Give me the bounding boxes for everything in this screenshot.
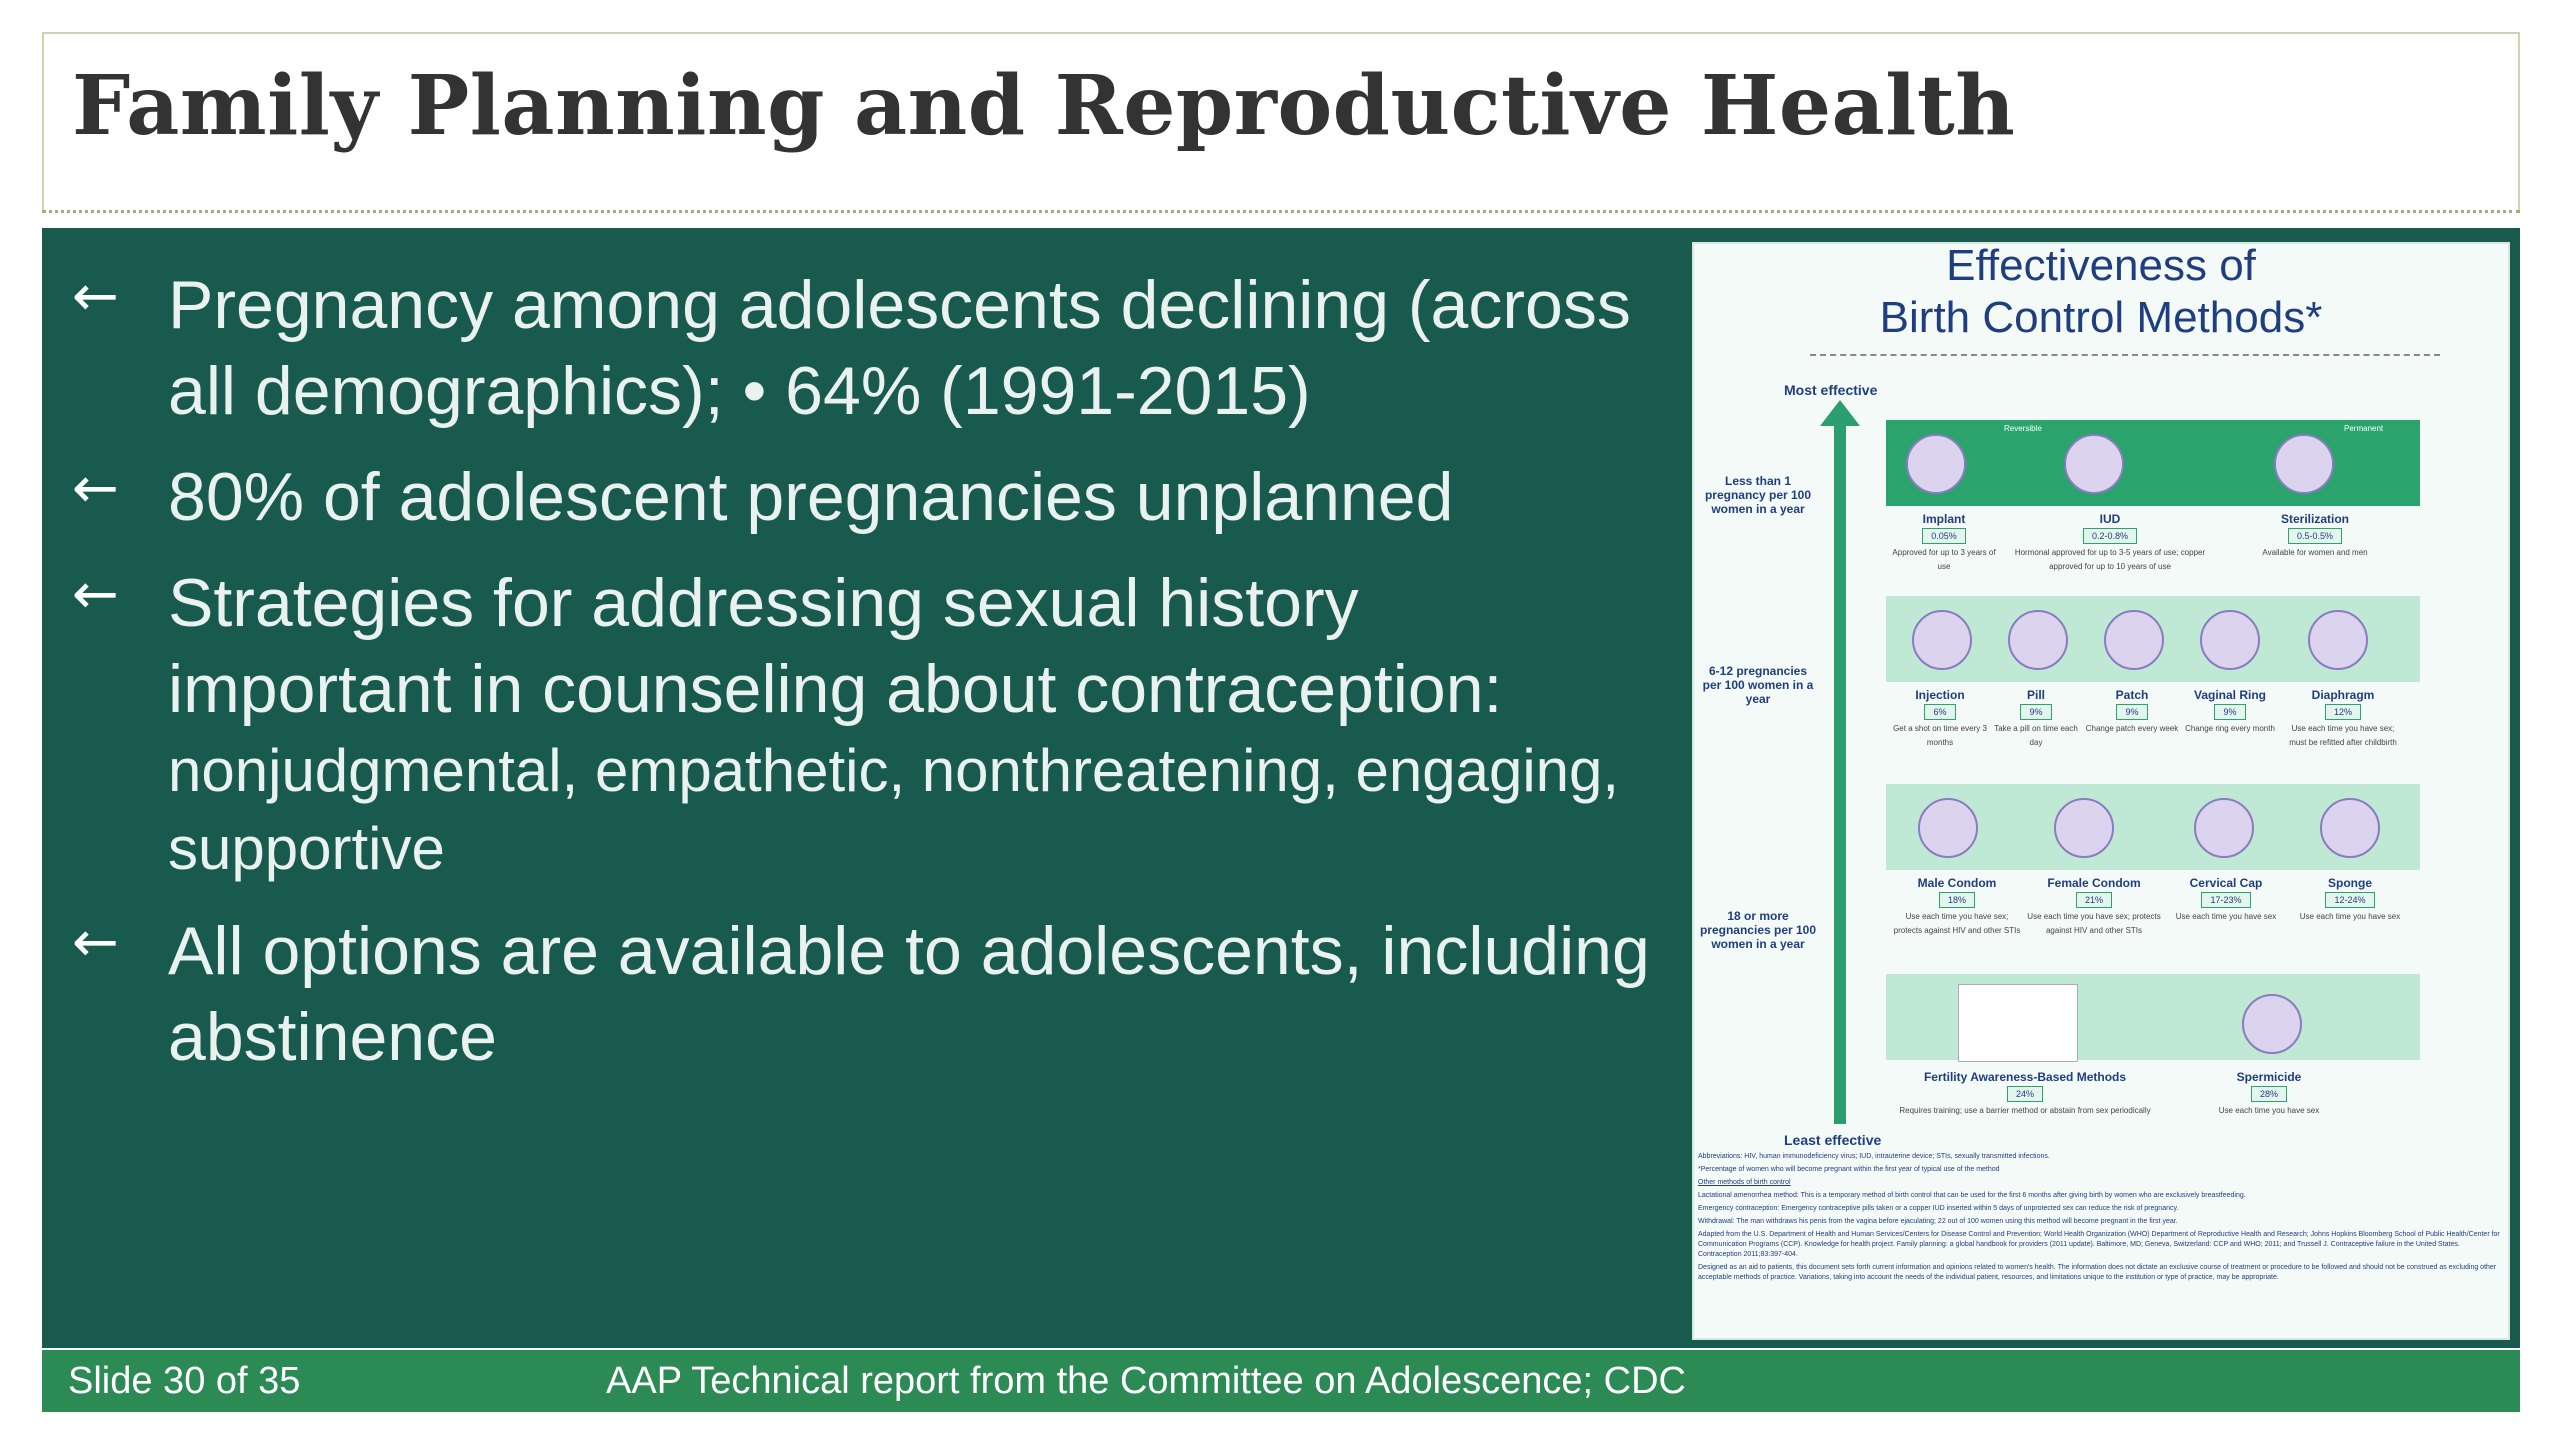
method-name: Pill — [2026, 688, 2045, 702]
method-rate: 17-23% — [2201, 892, 2250, 908]
left-arrow-icon: ← — [72, 910, 119, 975]
slide-title: Family Planning and Reproductive Health — [72, 58, 2016, 154]
female-condom-icon — [2054, 798, 2114, 858]
patch-icon — [2104, 610, 2164, 670]
most-effective-label: Most effective — [1784, 382, 1878, 398]
least-effective-label: Least effective — [1784, 1132, 1882, 1148]
footnote: *Percentage of women who will become pregnant within the first year of typical use of the method — [1698, 1166, 2000, 1173]
footnote: Abbreviations: HIV, human immunodeficiency virus; IUD, intrauterine device; STIs, sexually transmitted infections. — [1698, 1153, 2050, 1160]
spermicide-icon — [2242, 994, 2302, 1054]
footnote: Withdrawal: The man withdraws his penis from the vagina before ejaculating; 22 out of 100 women using this method will become pregnant in the first year. — [1698, 1218, 2178, 1225]
method-note: Use each time you have sex; protects against HIV and other STIs — [1893, 912, 2021, 935]
method-note: Change ring every month — [2185, 724, 2275, 733]
method-name: Spermicide — [2236, 1070, 2302, 1084]
method-name: Male Condom — [1917, 876, 1997, 890]
method-note: Use each time you have sex — [2175, 912, 2277, 921]
iud-icon — [2064, 434, 2124, 494]
method-female-condom — [2024, 876, 2164, 938]
effectiveness-scale — [1834, 414, 1846, 1124]
method-rate: 9% — [2116, 704, 2147, 720]
bullet-list — [72, 262, 1652, 1100]
method-name: Injection — [1915, 688, 1965, 702]
bullet-text: Pregnancy among adolescents declining (across all demographics); • 64% (1991-2015) — [168, 267, 1631, 429]
method-implant — [1892, 512, 1996, 574]
method-name: Sterilization — [2280, 512, 2349, 526]
sterilization-icon — [2274, 434, 2334, 494]
slide-number: Slide 30 of 35 — [68, 1360, 301, 1402]
injection-icon — [1912, 610, 1972, 670]
method-rate: 24% — [2007, 1086, 2043, 1102]
tier-label: 6-12 pregnancies per 100 women in a year — [1702, 664, 1814, 706]
poster-title — [1694, 242, 2508, 344]
method-diaphragm — [2284, 688, 2402, 750]
title-divider — [42, 210, 2520, 213]
method-rate: 6% — [1924, 704, 1955, 720]
method-name: Sponge — [2328, 876, 2372, 890]
footnote: Adapted from the U.S. Department of Health and Human Services/Centers for Disease Control and Prevention; World Health Organization (WHO) Department of Reproductive Health and Research; Johns Hopkins Bloomberg School of Public Health/Center for Communication Programs (CCP). Knowledge for health project. Family planning: a global handbook for providers (2011 update). Baltimore, MD; Geneva, Switzerland: CCP and WHO; 2011; and Trussell J. Contraceptive failure in the United States. Contraception 2011;83:397-404. — [1698, 1231, 2500, 1258]
footnote: Lactational amenorrhea method: This is a temporary method of birth control that can be used for the first 6 months after giving birth by women who are exclusively breastfeeding. — [1698, 1192, 2246, 1199]
bullet-text: Strategies for addressing sexual history important in counseling about contraception: — [168, 565, 1503, 727]
pill-icon — [2008, 610, 2068, 670]
method-rate: 21% — [2076, 892, 2112, 908]
left-arrow-icon: ← — [72, 562, 119, 627]
method-name: Patch — [2115, 688, 2149, 702]
method-note: Use each time you have sex; protects against HIV and other STIs — [2027, 912, 2161, 935]
method-rate: 9% — [2020, 704, 2051, 720]
method-fertility-awareness — [1890, 1070, 2160, 1118]
method-sponge — [2290, 876, 2410, 924]
bullet-item — [72, 908, 1652, 1080]
vaginal-ring-icon — [2200, 610, 2260, 670]
method-name: Diaphragm — [2311, 688, 2375, 702]
method-name: Female Condom — [2047, 876, 2141, 890]
method-note: Approved for up to 3 years of use — [1892, 548, 1996, 571]
bullet-subtext: nonjudgmental, empathetic, nonthreatening, engaging, supportive — [168, 737, 1620, 882]
method-note: Hormonal approved for up to 3-5 years of use; copper approved for up to 10 years of use — [2014, 548, 2206, 571]
source-citation: AAP Technical report from the Committee on Adolescence; CDC — [606, 1360, 1686, 1402]
male-condom-icon — [1918, 798, 1978, 858]
left-arrow-icon: ← — [72, 264, 119, 329]
method-rate: 12% — [2325, 704, 2361, 720]
bullet-block — [168, 560, 1652, 888]
diaphragm-icon — [2308, 610, 2368, 670]
poster-footnotes — [1698, 1152, 2502, 1286]
poster-title-line2: Birth Control Methods* — [1879, 293, 2323, 342]
method-sterilization — [2230, 512, 2400, 560]
method-rate: 9% — [2214, 704, 2245, 720]
tier-label: Less than 1 pregnancy per 100 women in a year — [1704, 474, 1812, 516]
bullet-item — [72, 454, 1652, 540]
sponge-icon — [2320, 798, 2380, 858]
method-cervical-cap — [2166, 876, 2286, 924]
method-note: Use each time you have sex — [2218, 1106, 2320, 1115]
method-spermicide — [2184, 1070, 2354, 1118]
cervical-cap-icon — [2194, 798, 2254, 858]
method-name: Fertility Awareness-Based Methods — [1923, 1070, 2127, 1084]
method-rate: 0.2-0.8% — [2083, 528, 2137, 544]
footnote-heading: Other methods of birth control — [1698, 1179, 1791, 1186]
method-name: Vaginal Ring — [2193, 688, 2266, 702]
tier-label: 18 or more pregnancies per 100 women in a year — [1699, 909, 1817, 951]
bullet-item — [72, 262, 1652, 434]
permanent-tag: Permanent — [2344, 424, 2384, 433]
implant-icon — [1906, 434, 1966, 494]
method-rate: 0.5-0.5% — [2288, 528, 2342, 544]
poster-title-line1: Effectiveness of — [1946, 242, 2256, 290]
bullet-text: All options are available to adolescents, including abstinence — [168, 913, 1650, 1075]
method-name: Cervical Cap — [2189, 876, 2263, 890]
method-iud — [2010, 512, 2210, 574]
method-note: Requires training; use a barrier method or abstain from sex periodically — [1899, 1106, 2151, 1115]
bullet-text: 80% of adolescent pregnancies unplanned — [168, 459, 1454, 535]
method-note: Use each time you have sex; must be refitted after childbirth — [2289, 724, 2397, 747]
method-vaginal-ring — [2180, 688, 2280, 736]
tier1-band — [1886, 420, 2420, 506]
method-note: Take a pill on time each day — [1994, 724, 2078, 747]
method-male-condom — [1892, 876, 2022, 938]
footnote: Designed as an aid to patients, this document sets forth current information and opinions related to women's health. The information does not dictate an exclusive course of treatment or procedure to be followed and should not be construed as excluding other acceptable methods of practice. Variations, taking into account the needs of the individual patient, resources, and limitations unique to the institution or type of practice, may be appropriate. — [1698, 1264, 2497, 1281]
left-arrow-icon: ← — [72, 456, 119, 521]
method-note: Get a shot on time every 3 months — [1893, 724, 1987, 747]
method-rate: 28% — [2251, 1086, 2287, 1102]
method-rate: 12-24% — [2325, 892, 2374, 908]
method-pill — [1988, 688, 2084, 750]
method-rate: 18% — [1939, 892, 1975, 908]
birth-control-poster — [1692, 242, 2510, 1340]
method-name: Implant — [1922, 512, 1966, 526]
method-note: Use each time you have sex — [2299, 912, 2401, 921]
method-note: Available for women and men — [2262, 548, 2368, 557]
method-note: Change patch every week — [2085, 724, 2179, 733]
fertility-calendar-icon — [1958, 984, 2078, 1062]
method-patch — [2084, 688, 2180, 736]
reversible-tag: Reversible — [2004, 424, 2042, 433]
bullet-item — [72, 560, 1652, 888]
method-rate: 0.05% — [1922, 528, 1966, 544]
poster-rule — [1810, 354, 2440, 356]
method-name: IUD — [2099, 512, 2121, 526]
method-injection — [1892, 688, 1988, 750]
footnote: Emergency contraception: Emergency contraceptive pills taken or a copper IUD inserted within 5 days of unprotected sex can reduce the risk of pregnancy. — [1698, 1205, 2179, 1212]
